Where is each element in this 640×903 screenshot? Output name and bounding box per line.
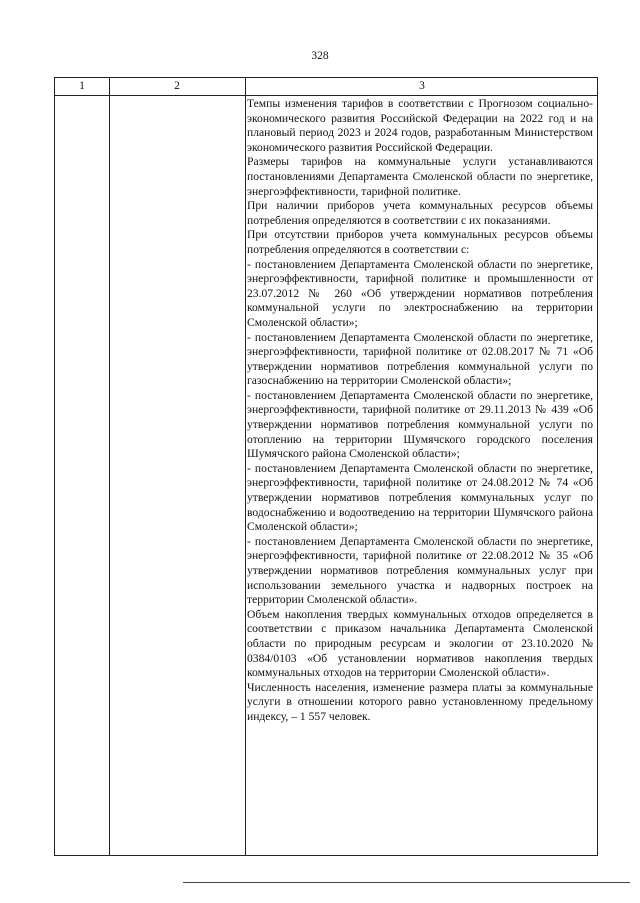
footer-rule [183, 882, 630, 883]
paragraph: Размеры тарифов на коммунальные услуги устанавливаются постановлениями Департамента Смоленской области по энергетике, энергоэффективности, тарифной политике. [247, 155, 593, 198]
column-divider [245, 78, 246, 855]
column-divider [109, 78, 110, 855]
page-number: 328 [311, 50, 329, 62]
list-item: - постановлением Департамента Смоленской области по энергетике, энергоэффективности, тарифной политике от 24.08.2012 № 74 «Об утверждении нормативов потребления коммунальных услуг по водоснабжению и водоотведению на территории Шумячского района Смоленской области»; [247, 461, 593, 534]
table-header-row [55, 78, 597, 96]
paragraph: При отсутствии приборов учета коммунальных ресурсов объемы потребления определяются в соответствии с: [247, 228, 593, 256]
column-3-content [247, 97, 593, 725]
paragraph: Численность населения, изменение размера платы за коммунальные услуги в отношении которого равно установленному предельному индексу, – 1 557 человек. [247, 680, 593, 723]
list-item: - постановлением Департамента Смоленской области по энергетике, энергоэффективности, тарифной политике от 22.08.2012 № 35 «Об утверждении нормативов потребления коммунальных услуг при использовании земельного участка и надворных построек на территории Смоленской области». [247, 534, 593, 607]
paragraph: Темпы изменения тарифов в соответствии с Прогнозом социально-экономического развития Российской Федерации на 2022 год и на плановый период 2023 и 2024 годов, разработанным Министерством экономического развития Российской Федерации. [247, 97, 593, 154]
document-table [54, 77, 598, 856]
column-header-2: 2 [174, 80, 180, 92]
column-header-3: 3 [419, 80, 425, 92]
paragraph: При наличии приборов учета коммунальных ресурсов объемы потребления определяются в соответствии с их показаниями. [247, 199, 593, 227]
list-item: - постановлением Департамента Смоленской области по энергетике, энергоэффективности, тарифной политике и промышленности от 23.07.2012 № 260 «Об утверждении нормативов потребления коммунальной услуги по электроснабжению на территории Смоленской области»; [247, 257, 593, 329]
column-header-1: 1 [79, 80, 85, 92]
paragraph: Объем накопления твердых коммунальных отходов определяется в соответствии с приказом начальника Департамента Смоленской области по природным ресурсам и экологии от 23.10.2020 № 0384/0103 «Об установлении нормативов накопления твердых коммунальных отходов на территории Смоленской области». [247, 607, 593, 680]
list-item: - постановлением Департамента Смоленской области по энергетике, энергоэффективности, тарифной политике от 29.11.2013 № 439 «Об утверждении нормативов потребления коммунальной услуги по отоплению на территории Шумячского городского поселения Шумячского района Смоленской области»; [247, 388, 593, 461]
list-item: - постановлением Департамента Смоленской области по энергетике, энергоэффективности, тарифной политике от 02.08.2017 № 71 «Об утверждении нормативов потребления коммунальной услуги по газоснабжению на территории Смоленской области»; [247, 330, 593, 388]
